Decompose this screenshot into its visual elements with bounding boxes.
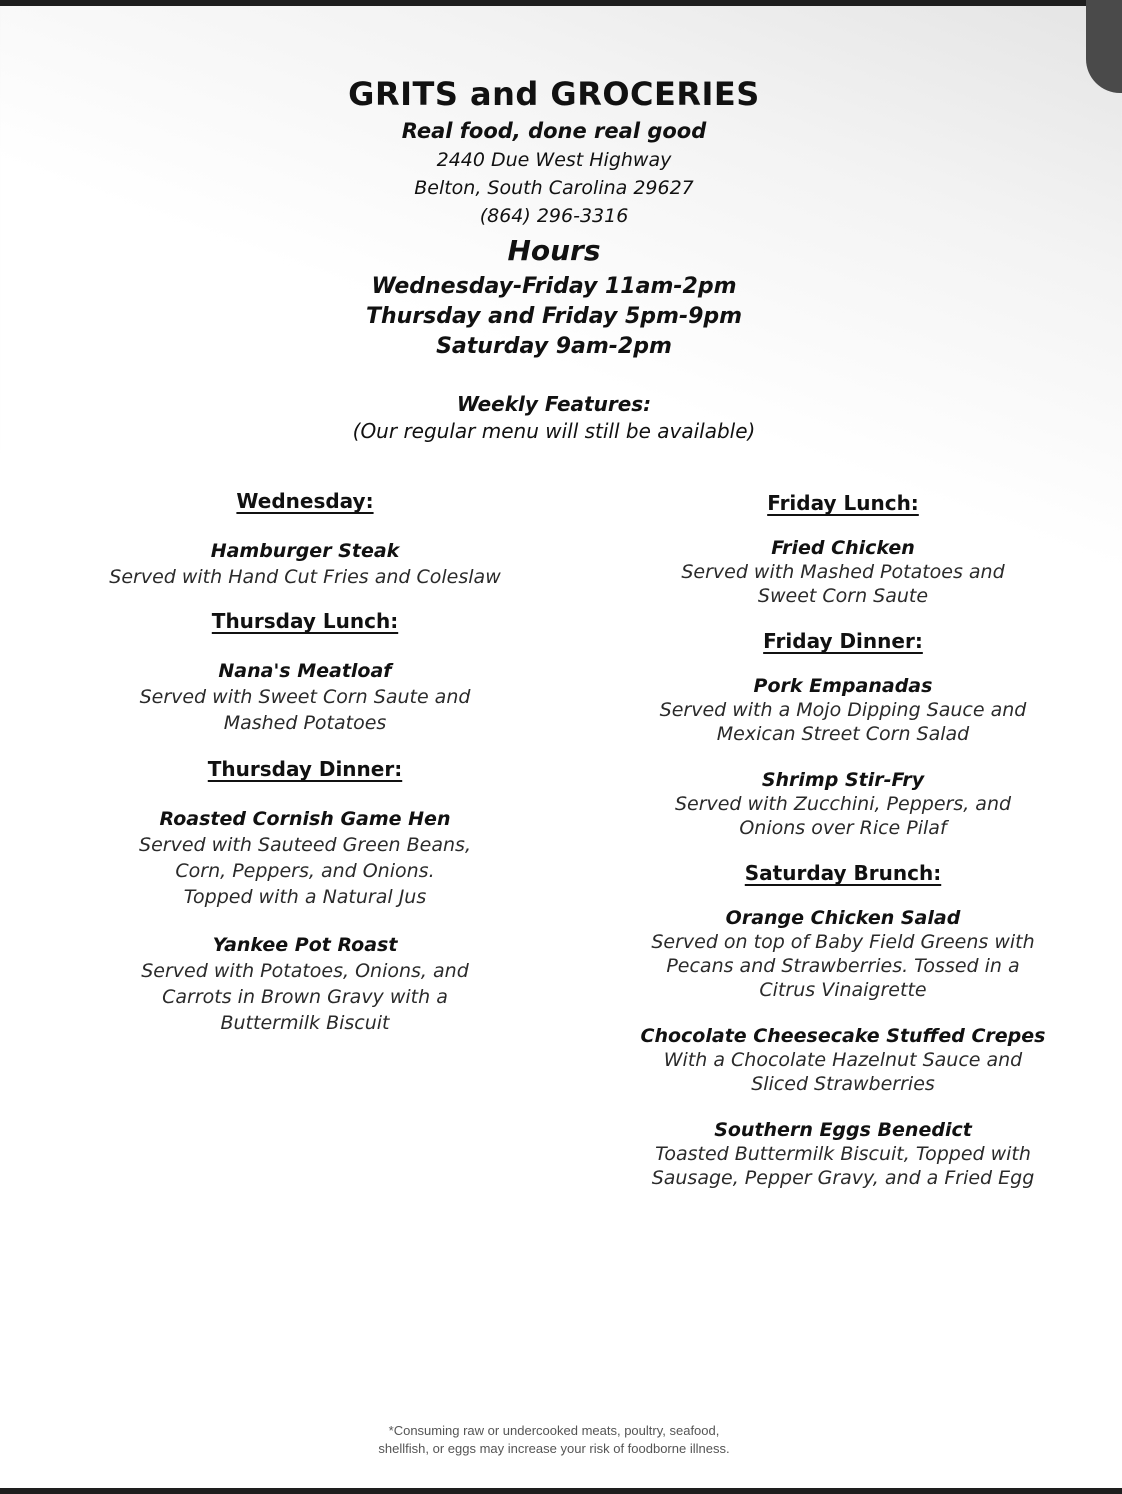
restaurant-tagline: Real food, done real good xyxy=(401,119,707,143)
dish-description: Served with Potatoes, Onions, and Carrots in Brown Gravy with a Buttermilk Biscuit xyxy=(141,960,469,1034)
dish xyxy=(640,536,1046,608)
restaurant-name: GRITS and GROCERIES xyxy=(348,75,760,113)
dish xyxy=(90,806,520,910)
hours-line: Saturday 9am-2pm xyxy=(436,334,672,359)
section-thursday-lunch xyxy=(90,606,520,736)
section-thursday-dinner xyxy=(90,754,520,1036)
section-friday-lunch xyxy=(640,488,1046,608)
dish-description: Served with Mashed Potatoes and Sweet Corn Saute xyxy=(681,561,1005,607)
day-heading: Friday Lunch: xyxy=(767,491,919,515)
dish-description: Served on top of Baby Field Greens with Pecans and Strawberries. Tossed in a Citrus Vinaigrette xyxy=(651,931,1035,1001)
dish xyxy=(90,538,520,590)
right-menu-column xyxy=(640,488,1046,1208)
dish-name: Shrimp Stir-Fry xyxy=(761,769,925,791)
dish-description: Served with Sweet Corn Saute and Mashed Potatoes xyxy=(139,686,471,734)
day-heading: Thursday Lunch: xyxy=(211,609,399,633)
dish-name: Southern Eggs Benedict xyxy=(714,1119,972,1141)
left-menu-column xyxy=(90,486,520,1054)
day-heading: Wednesday: xyxy=(236,489,374,513)
dish-name: Chocolate Cheesecake Stuffed Crepes xyxy=(640,1025,1046,1047)
dish-description: Served with Sauteed Green Beans, Corn, Peppers, and Onions. Topped with a Natural Jus xyxy=(139,834,471,908)
hours-title: Hours xyxy=(507,234,601,267)
dish-name: Fried Chicken xyxy=(771,537,915,559)
day-heading: Saturday Brunch: xyxy=(744,861,942,885)
dish xyxy=(640,1024,1046,1096)
bottom-border xyxy=(0,1488,1122,1494)
section-wednesday xyxy=(90,486,520,590)
dish xyxy=(640,674,1046,746)
day-heading: Thursday Dinner: xyxy=(207,757,403,781)
dish-description: Served with Zucchini, Peppers, and Onions over Rice Pilaf xyxy=(674,793,1012,839)
dish-name: Yankee Pot Roast xyxy=(212,934,398,956)
dish-name: Pork Empanadas xyxy=(753,675,933,697)
top-border xyxy=(0,0,1122,6)
weekly-features-title: Weekly Features: xyxy=(456,392,652,416)
section-friday-dinner xyxy=(640,626,1046,840)
menu-header xyxy=(0,72,1108,444)
phone-number: (864) 296-3316 xyxy=(479,205,629,227)
dish xyxy=(640,768,1046,840)
dish xyxy=(640,906,1046,1002)
hours-line: Wednesday-Friday 11am-2pm xyxy=(371,274,737,299)
hours-line: Thursday and Friday 5pm-9pm xyxy=(365,304,743,329)
dish-description: Served with a Mojo Dipping Sauce and Mexican Street Corn Salad xyxy=(659,699,1027,745)
dish-name: Orange Chicken Salad xyxy=(725,907,961,929)
day-heading: Friday Dinner: xyxy=(763,629,923,653)
address-city: Belton, South Carolina 29627 xyxy=(414,177,694,199)
dish-description: Served with Hand Cut Fries and Coleslaw xyxy=(109,566,501,588)
dish-name: Nana's Meatloaf xyxy=(218,660,392,682)
dish-name: Hamburger Steak xyxy=(210,540,400,562)
dish xyxy=(640,1118,1046,1190)
dish xyxy=(90,932,520,1036)
weekly-features-note: (Our regular menu will still be available) xyxy=(352,419,756,443)
dish-description: With a Chocolate Hazelnut Sauce and Sliced Strawberries xyxy=(663,1049,1023,1095)
dish-name: Roasted Cornish Game Hen xyxy=(159,808,451,830)
dish-description: Toasted Buttermilk Biscuit, Topped with Sausage, Pepper Gravy, and a Fried Egg xyxy=(651,1143,1035,1189)
dish xyxy=(90,658,520,736)
food-safety-disclaimer: *Consuming raw or undercooked meats, poultry, seafood, shellfish, or eggs may increase your risk of foodborne illness. xyxy=(378,1423,730,1456)
section-saturday-brunch xyxy=(640,858,1046,1190)
address-street: 2440 Due West Highway xyxy=(436,149,672,171)
